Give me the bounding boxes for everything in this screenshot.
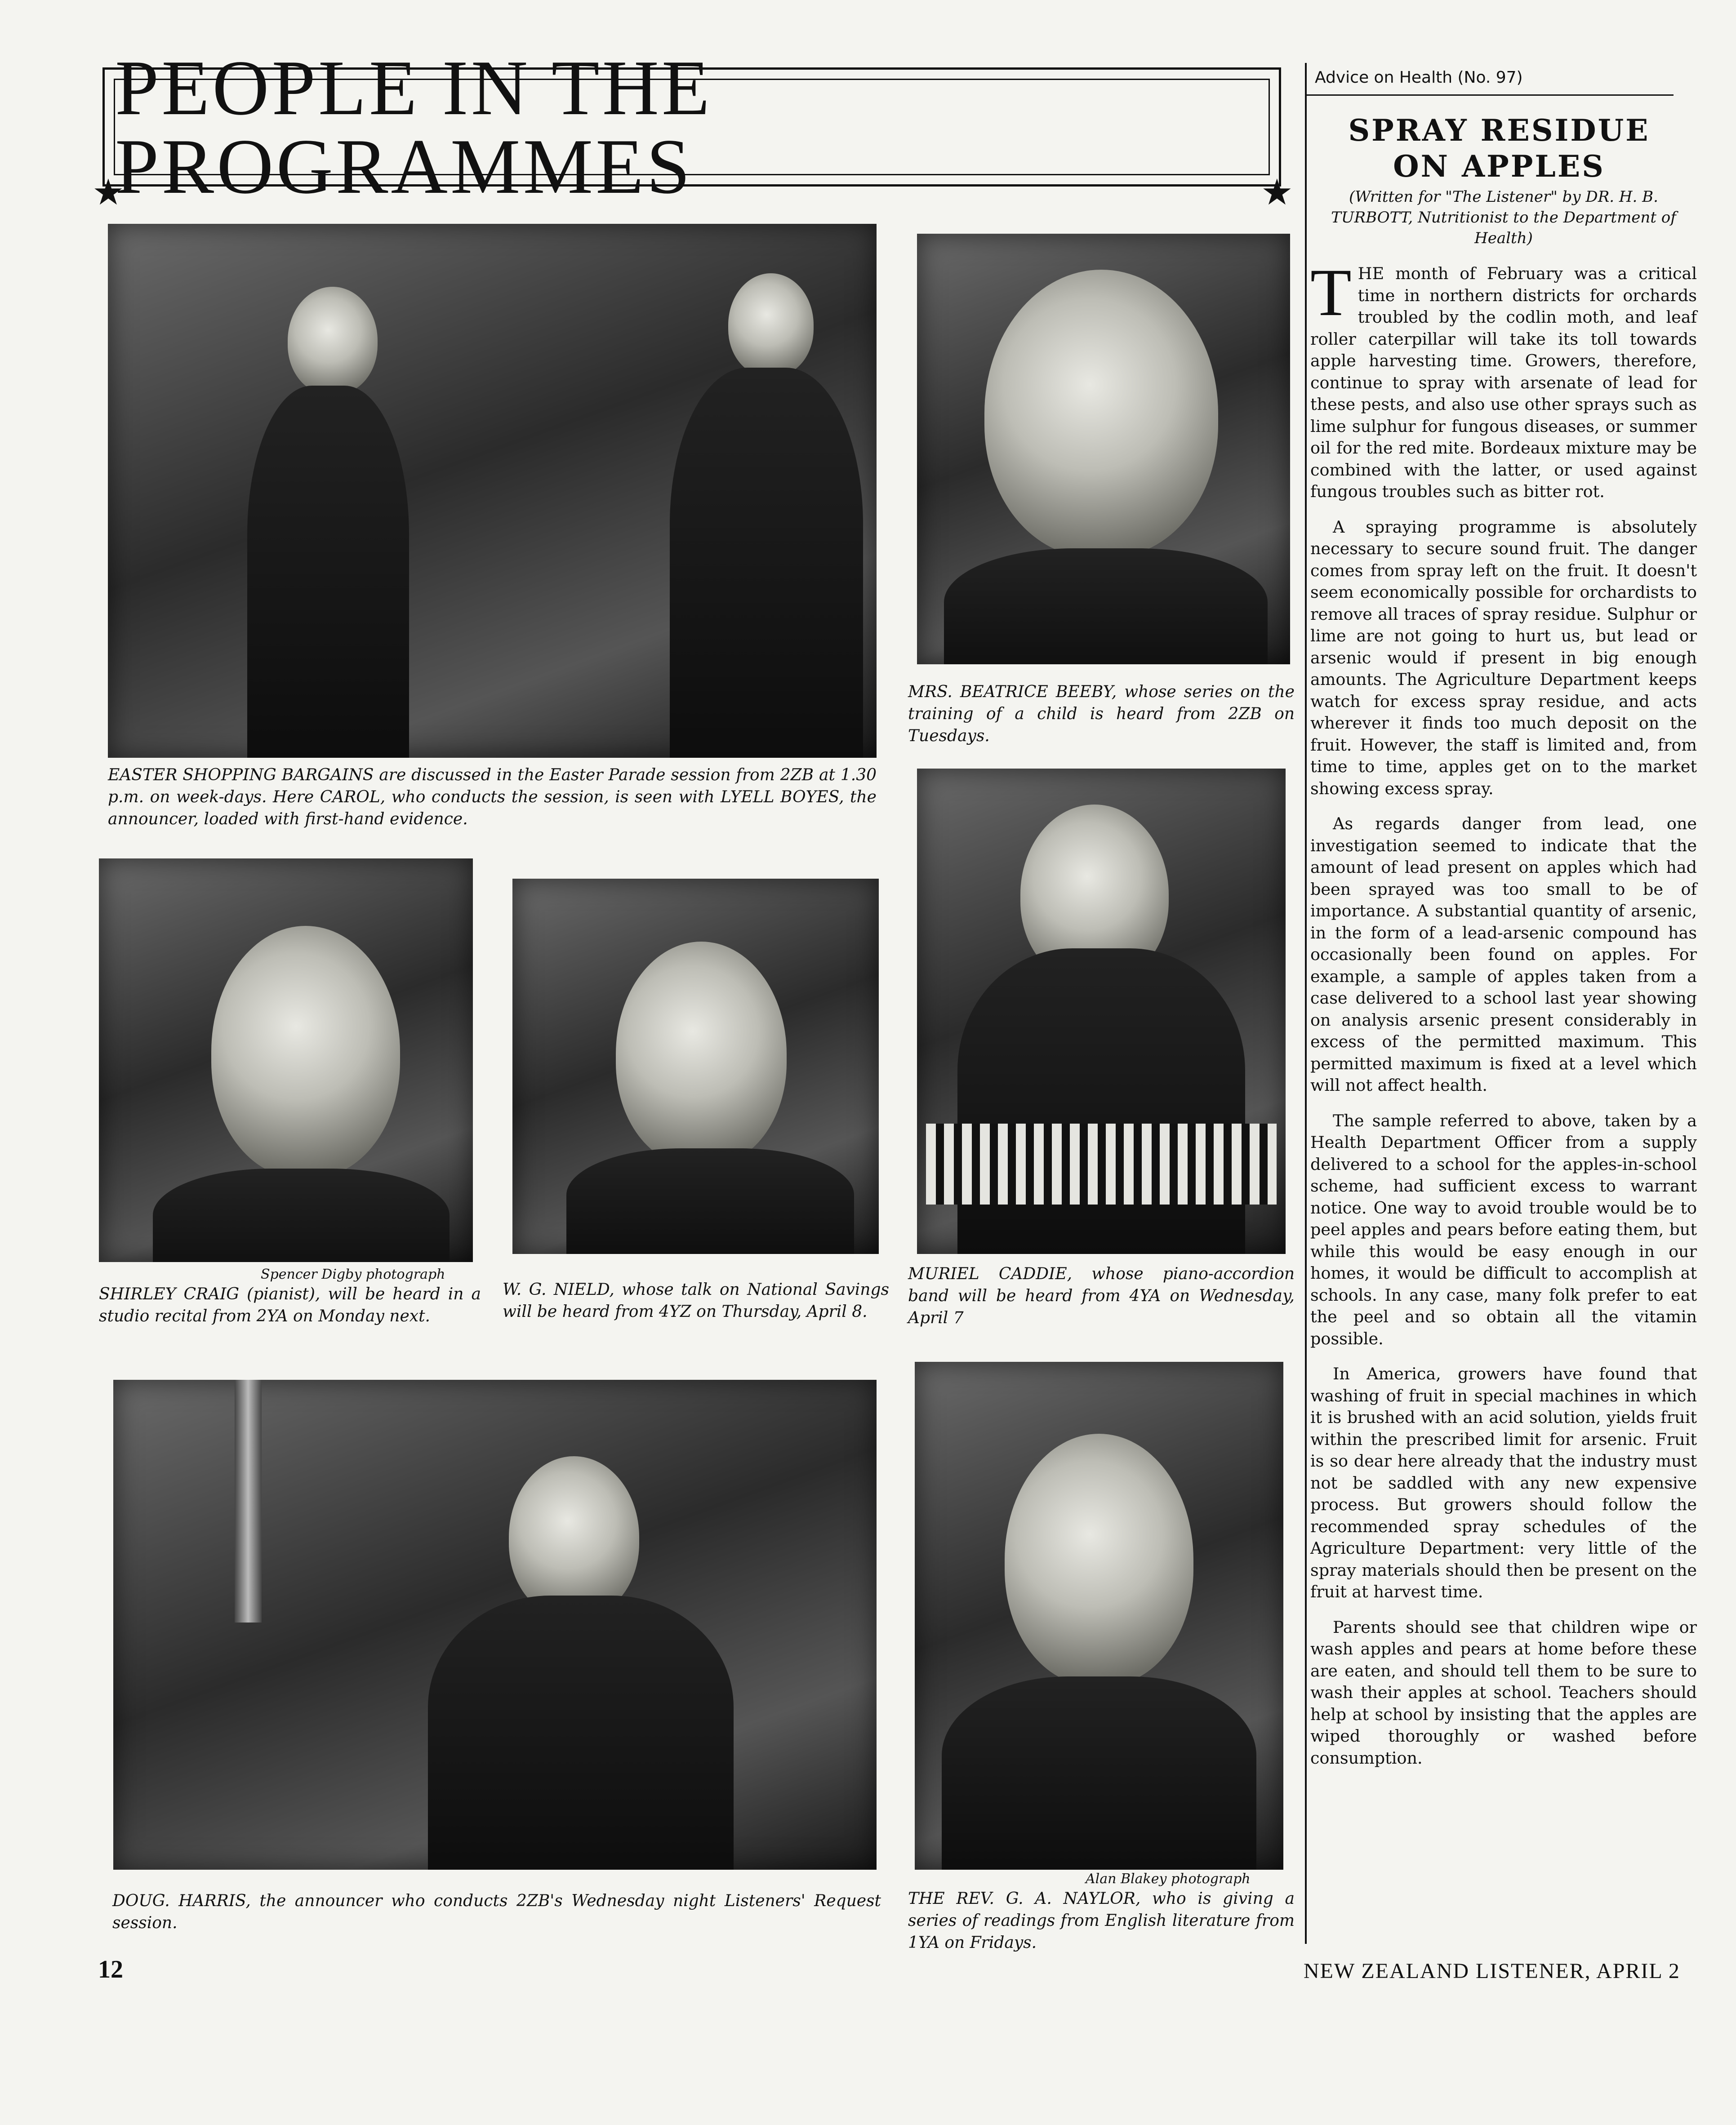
article-title-line1: SPRAY RESIDUE xyxy=(1348,113,1650,148)
caption-doug-harris: DOUG. HARRIS, the announcer who conducts 2ZB's Wednesday night Listeners' Request session. xyxy=(112,1892,881,1932)
caption-beatrice-beeby: MRS. BEATRICE BEEBY, whose series on the training of a child is heard from 2ZB on Tuesdays. xyxy=(908,683,1295,745)
article-paragraph: The sample referred to above, taken by a Health Department Officer from a supply delivered to a school for the apples-in-school scheme, had sufficient excess to warrant notice. One way to avoid trouble would be to peel apples and pears before eating them, but while this would be easy enough in our homes, it would be difficult to accomplish at schools. In any case, many folk prefer to eat the peel and so obtain all the vitamin possible. xyxy=(1310,1111,1697,1348)
star-icon: ★ xyxy=(1261,171,1293,213)
article-paragraph: Parents should see that children wipe or wash apples and pears at home before these are eaten, and should tell them to be sure to wash their apples at school. Teachers should help at school by insisting that the apples are wiped thoroughly or washed before consumption. xyxy=(1310,1617,1697,1768)
article-title-line2: ON APPLES xyxy=(1393,149,1605,184)
article-paragraph: As regards danger from lead, one investigation seemed to indicate that the amount of lead present on apples which had been sprayed was too small to be of importance. A substantial quantity of arsenic, in the form of a lead-arsenic compound has occasionally been found on apples. For example, a sample of apples taken from a case delivered to a school last year showing on analysis arsenic present considerably in excess of the permitted maximum. This permitted maximum is fixed at a level which will not affect health. xyxy=(1310,814,1697,1095)
article-paragraph: HE month of February was a critical time in northern districts for orchards troubled by the codlin moth, and leaf roller caterpillar will take its toll towards apple harvesting time. Growers, therefore, continue to spray with arsenate of lead for these pests, and also use other sprays such as lime sulphur for fungous diseases, or summer oil for the red mite. Bordeaux mixture may be combined with the latter, or used against fungous troubles such as bitter rot. xyxy=(1310,264,1697,501)
photo-easter-shopping xyxy=(108,224,877,758)
caption-ga-naylor: THE REV. G. A. NAYLOR, who is giving a series of readings from English literature from 1YA on Fridays. xyxy=(908,1889,1295,1952)
caption-shirley-craig: SHIRLEY CRAIG (pianist), will be heard in a studio recital from 2YA on Monday next. xyxy=(99,1285,481,1325)
photo-muriel-caddie xyxy=(917,769,1286,1254)
article-paragraph: In America, growers have found that washing of fruit in special machines in which it is brushed with an acid solution, yields fruit within the prescribed limit for arsenic. Fruit is so dear here already that the industry must not be saddled with any new expensive process. But growers should follow the recommended spray schedules of the Agriculture Department: very little of the spray materials should then be present on the fruit at harvest time. xyxy=(1310,1364,1697,1601)
article-body xyxy=(1310,255,1697,1783)
publication-footer: NEW ZEALAND LISTENER, APRIL 2 xyxy=(1304,1959,1680,1983)
page-title: PEOPLE IN THE PROGRAMMES xyxy=(115,44,712,210)
article-title xyxy=(1310,112,1688,184)
photo-wg-nield xyxy=(512,879,879,1254)
photo-doug-harris xyxy=(113,1380,877,1870)
caption-easter-shopping: EASTER SHOPPING BARGAINS are discussed in the Easter Parade session from 2ZB at 1.30 p.m. on week-days. Here CAROL, who conducts the session, is seen with LYELL BOYES, the announcer, loaded with first-hand evidence. xyxy=(108,766,877,828)
photo-beatrice-beeby xyxy=(917,234,1290,664)
column-rule xyxy=(1305,63,1307,1944)
caption-wg-nield: W. G. NIELD, whose talk on National Savings will be heard from 4YZ on Thursday, April 8. xyxy=(503,1280,889,1321)
article-byline: (Written for "The Listener" by DR. H. B. TURBOTT, Nutritionist to the Department of Health) xyxy=(1331,188,1676,247)
page-number: 12 xyxy=(98,1956,123,1983)
photo-ga-naylor xyxy=(915,1362,1283,1870)
star-icon: ★ xyxy=(92,171,125,213)
column-header-rule xyxy=(1305,94,1674,96)
column-header: Advice on Health (No. 97) xyxy=(1315,68,1523,87)
photo-credit-craig: Spencer Digby photograph xyxy=(261,1267,445,1282)
caption-muriel-caddie: MURIEL CADDIE, whose piano-accordion band will be heard from 4YA on Wednesday, April 7 xyxy=(908,1265,1295,1327)
banner-frame xyxy=(102,44,1281,210)
photo-credit-naylor: Alan Blakey photograph xyxy=(1086,1871,1251,1887)
photo-shirley-craig xyxy=(99,858,473,1262)
drop-cap: T xyxy=(1310,255,1352,330)
article-paragraph: A spraying programme is absolutely necessary to secure sound fruit. The danger comes from spray left on the fruit. It doesn't seem economically possible for orchardists to remove all traces of spray residue. Sulphur or lime are not going to hurt us, but lead or arsenic would if present in big enough amounts. The Agriculture Department keeps watch for excess spray residue, and acts wherever it finds too much deposit on the fruit. However, the staff is limited and, from time to time, apples get on to the market showing excess spray. xyxy=(1310,517,1697,798)
